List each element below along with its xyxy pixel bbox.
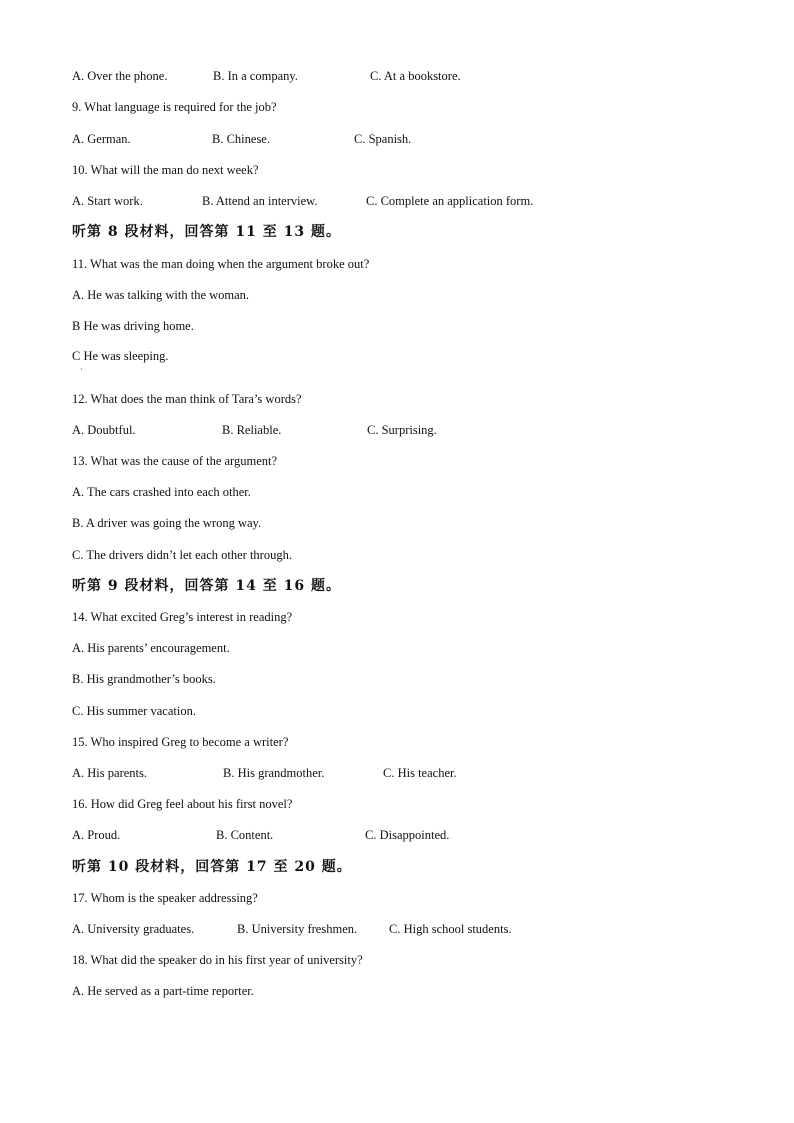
option-b: B. His grandmother’s books. bbox=[72, 672, 216, 686]
option-c: C. Surprising. bbox=[367, 423, 437, 437]
option-a: A. He served as a part-time reporter. bbox=[72, 984, 254, 998]
option-a: A. Start work. bbox=[72, 194, 143, 208]
option-c: C. His teacher. bbox=[383, 766, 457, 780]
question-18: 18. What did the speaker do in his first year of university? bbox=[72, 953, 363, 967]
question-9: 9. What language is required for the job? bbox=[72, 100, 277, 114]
question-15: 15. Who inspired Greg to become a writer? bbox=[72, 735, 289, 749]
option-a: A. He was talking with the woman. bbox=[72, 288, 250, 302]
option-b: B. His grandmother. bbox=[223, 766, 325, 780]
option-b: B. Attend an interview. bbox=[202, 194, 318, 208]
question-10: 10. What will the man do next week? bbox=[72, 163, 259, 177]
question-11: 11. What was the man doing when the argument broke out? bbox=[72, 257, 370, 271]
option-a: A. Doubtful. bbox=[72, 423, 136, 437]
option-b: B He was driving home. bbox=[72, 319, 194, 333]
question-14: 14. What excited Greg’s interest in reading? bbox=[72, 610, 293, 624]
option-a: A. Proud. bbox=[72, 828, 121, 842]
question-12: 12. What does the man think of Tara’s words? bbox=[72, 392, 302, 406]
option-b: B. Reliable. bbox=[222, 423, 282, 437]
stray-mark: · bbox=[80, 365, 83, 374]
option-b: B. University freshmen. bbox=[237, 922, 358, 936]
option-a: A. His parents. bbox=[72, 766, 147, 780]
option-c: C. The drivers didn’t let each other through. bbox=[72, 548, 292, 562]
option-c: C. High school students. bbox=[389, 922, 512, 936]
option-a: A. Over the phone. bbox=[72, 69, 168, 83]
option-b: B. Chinese. bbox=[212, 132, 270, 146]
question-13: 13. What was the cause of the argument? bbox=[72, 454, 278, 468]
option-c: C. Disappointed. bbox=[365, 828, 450, 842]
option-b: B. In a company. bbox=[213, 69, 298, 83]
option-c: C. At a bookstore. bbox=[370, 69, 461, 83]
question-17: 17. Whom is the speaker addressing? bbox=[72, 891, 258, 905]
option-a: A. University graduates. bbox=[72, 922, 195, 936]
section-heading-8: 听第 8 段材料，回答第 11 至 13 题。 bbox=[72, 224, 341, 240]
section-heading-10: 听第 10 段材料，回答第 17 至 20 题。 bbox=[72, 859, 352, 875]
option-a: A. His parents’ encouragement. bbox=[72, 641, 230, 655]
question-16: 16. How did Greg feel about his first novel? bbox=[72, 797, 293, 811]
option-b: B. Content. bbox=[216, 828, 274, 842]
option-c: C He was sleeping. bbox=[72, 349, 169, 363]
option-c: C. His summer vacation. bbox=[72, 704, 196, 718]
option-a: A. The cars crashed into each other. bbox=[72, 485, 251, 499]
option-c: C. Complete an application form. bbox=[366, 194, 534, 208]
option-b: B. A driver was going the wrong way. bbox=[72, 516, 262, 530]
option-c: C. Spanish. bbox=[354, 132, 412, 146]
section-heading-9: 听第 9 段材料，回答第 14 至 16 题。 bbox=[72, 578, 341, 594]
option-a: A. German. bbox=[72, 132, 131, 146]
